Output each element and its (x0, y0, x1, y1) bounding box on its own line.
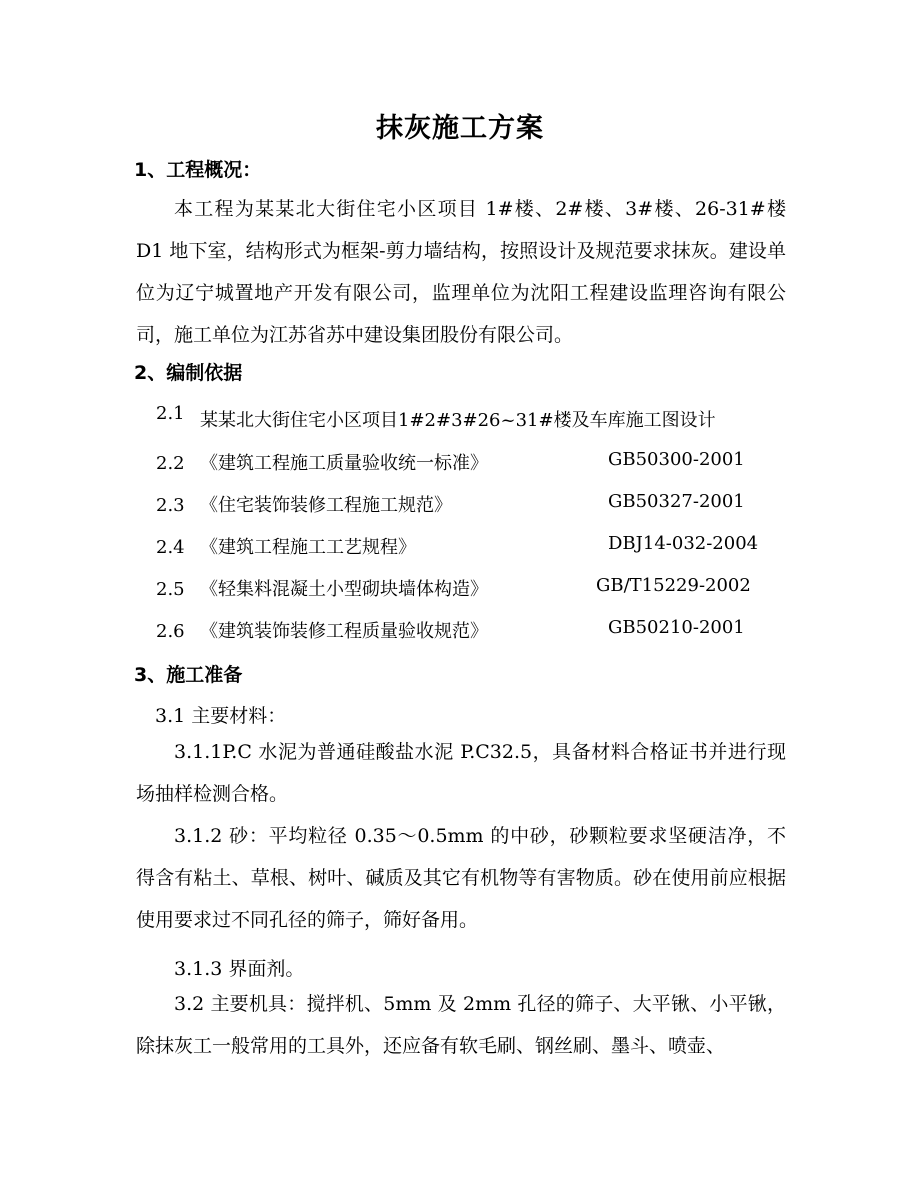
reference-number: 2.4 (156, 537, 185, 558)
reference-number: 2.1 (156, 403, 185, 424)
item-3-1-3: 3.1.3 界面剂。 (174, 958, 305, 980)
reference-number: 2.3 (156, 495, 185, 516)
item-3-1-2: 3.1.2 砂：平均粒径 0.35～0.5mm 的中砂，砂颗粒要求坚硬洁净，不得含有粘土、草根、树叶、碱质及其它有机物等有害物质。砂在使用前应根据使用要求过不同孔径的筛子，筛好备用。 (136, 825, 786, 931)
item-3-2: 3.2 主要机具：搅拌机、5mm 及 2mm 孔径的筛子、大平锹、小平锹，除抹灰工一般常用的工具外，还应备有软毛刷、钢丝刷、墨斗、喷壶、 (136, 993, 786, 1057)
section-3-heading: 3、施工准备 (134, 664, 243, 686)
section-1-heading: 1、工程概况： (134, 159, 262, 181)
reference-code: GB50210-2001 (608, 617, 745, 638)
reference-title: 《轻集料混凝土小型砌块墙体构造》 (200, 579, 488, 600)
reference-title: 《建筑工程施工工艺规程》 (200, 537, 416, 558)
reference-title: 《住宅装饰装修工程施工规范》 (200, 495, 452, 516)
section-1-paragraph: 本工程为某某北大街住宅小区项目 1#楼、2#楼、3#楼、26-31#楼 D1 地下室，结构形式为框架-剪力墙结构，按照设计及规范要求抹灰。建设单位为辽宁城置地产开发有限公司，监理单位为沈阳工程建设监理咨询有限公司，施工单位为江苏省苏中建设集团股份有限公司。 (136, 198, 786, 346)
reference-title: 《建筑装饰装修工程质量验收规范》 (200, 621, 488, 642)
reference-title: 某某北大街住宅小区项目1#2#3#26~31#楼及车库施工图设计 (200, 410, 716, 431)
reference-code: GB/T15229-2002 (596, 575, 751, 596)
subsection-3-1: 3.1 主要材料： (155, 705, 287, 727)
item-3-1-1: 3.1.1P.C 水泥为普通硅酸盐水泥 P.C32.5，具备材料合格证书并进行现场抽样检测合格。 (136, 741, 786, 805)
reference-title: 《建筑工程施工质量验收统一标准》 (200, 453, 488, 474)
reference-code: DBJ14-032-2004 (608, 533, 759, 554)
reference-code: GB50300-2001 (608, 449, 745, 470)
section-2-heading: 2、编制依据 (134, 362, 243, 384)
reference-item (156, 575, 776, 601)
reference-item (156, 617, 776, 643)
reference-item (156, 491, 776, 517)
reference-number: 2.2 (156, 453, 185, 474)
reference-code: GB50327-2001 (608, 491, 745, 512)
reference-number: 2.5 (156, 579, 185, 600)
reference-item (156, 403, 776, 432)
reference-item (156, 533, 776, 559)
reference-item (156, 449, 776, 475)
document-title: 抹灰施工方案 (376, 113, 544, 144)
reference-number: 2.6 (156, 621, 185, 642)
